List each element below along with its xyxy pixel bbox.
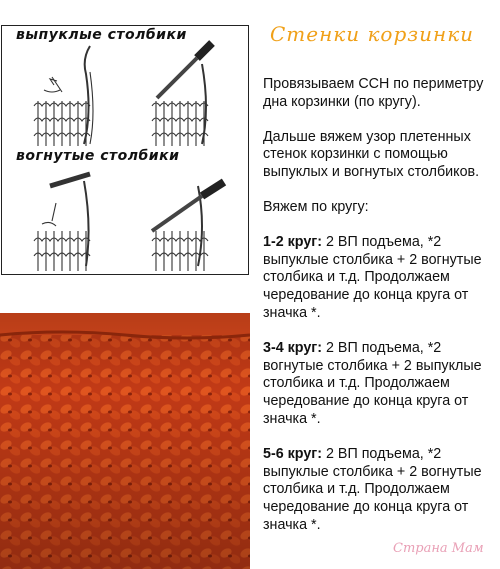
watermark: Страна Мам — [393, 541, 484, 556]
bp-right-fabric — [152, 182, 224, 271]
diagram-title-front-post: выпуклые столбики — [16, 27, 187, 43]
round-1-2-label: 1-2 круг: — [263, 233, 323, 250]
yarn-texture — [0, 313, 250, 569]
round-3-4 — [263, 340, 495, 429]
round-3-4-label: 3-4 круг: — [263, 339, 323, 356]
bp-left-fabric — [34, 174, 90, 271]
round-1-2-text: 2 ВП подъема, *2 выпуклые столбика + 2 вогнутые столбика и т.д. Продолжаем чередование до конца круга от значка *. — [263, 233, 482, 321]
intro-paragraph-3: Вяжем по кругу: — [263, 198, 369, 215]
fp-left-fabric — [34, 46, 93, 146]
intro-paragraph-2: Дальше вяжем узор плетенных стенок корзинки с помощью выпуклых и вогнутых столбиков. — [263, 128, 480, 181]
round-5-6 — [263, 446, 495, 535]
knitted-fabric-photo — [0, 313, 250, 569]
round-3-4-text: 2 ВП подъема, *2 вогнутые столбика + 2 выпуклые столбика и т.д. Продолжаем чередование до конца круга от значка *. — [263, 339, 482, 427]
round-1-2 — [263, 234, 495, 323]
stitch-diagram — [1, 25, 249, 275]
round-5-6-text: 2 ВП подъема, *2 выпуклые столбика + 2 вогнутые столбика и т.д. Продолжаем чередование до конца круга от значка *. — [263, 445, 482, 533]
page-title: Стенки корзинки — [270, 22, 475, 46]
round-5-6-label: 5-6 круг: — [263, 445, 323, 462]
instructions-text — [263, 76, 495, 552]
intro-paragraph-1: Провязываем ССН по периметру дна корзинки (по кругу). — [263, 76, 484, 110]
diagram-title-back-post: вогнутые столбики — [16, 148, 180, 164]
fp-right-fabric — [152, 43, 212, 146]
